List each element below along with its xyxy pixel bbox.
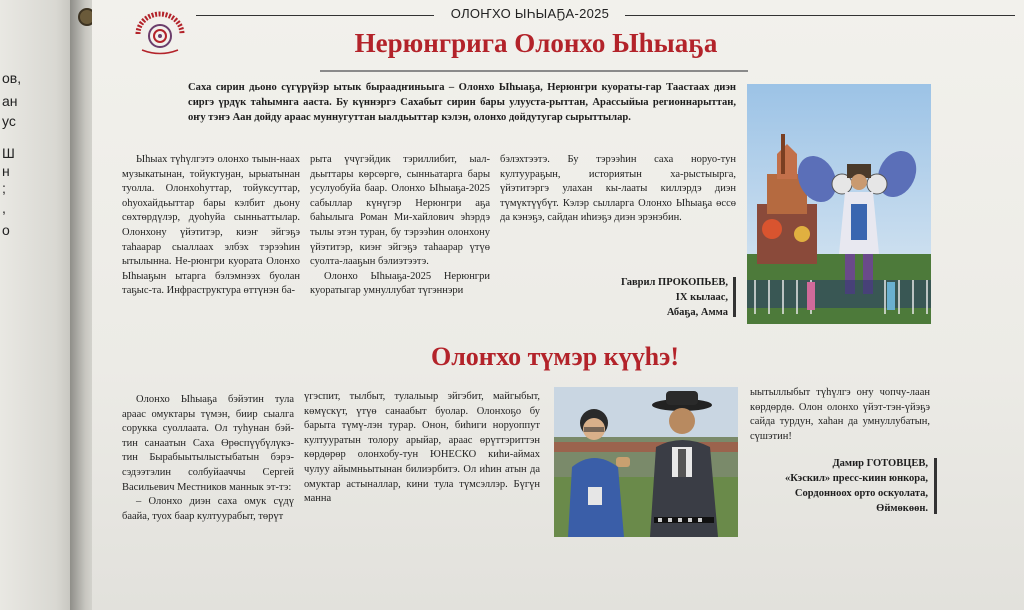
prev-fragment: н	[2, 163, 10, 179]
paragraph: Олонхо Ыһыаҕа-2025 Нерюнгри куоратыгар умнуллубат түгэннэри	[310, 270, 490, 297]
prev-fragment: ;	[2, 180, 6, 196]
signature-bar	[934, 458, 937, 514]
article1-signature	[532, 275, 728, 320]
prev-fragment: Ш	[2, 145, 15, 161]
paragraph: – Олонхо диэн саха омук сүдү баайа, туох баар култуурабыт, төрүт	[122, 496, 294, 522]
paragraph: үгэспит, тылбыт, тулалыыр эйгэбит, майгыбыт, көмүскүт, үтүө санаабыт буолар. Олонхоҕо бу барыта түмү-лэн турар. Онон, биһиги норуоппут култууратын толору арыйар, араас өрүттэриттэн көрдөрөр олонхобу-тун ЮНЕСКО киһи-аймах чулуу айымньытынан билиэрбитэ. Ол иһин атын да омуктар астыналлар, кини тула түмсэллэр. Бүгүн манна	[304, 391, 540, 505]
previous-page-edge	[0, 0, 80, 610]
header-rule	[625, 15, 1015, 16]
author-school: Сордонноох орто оскуолата,	[794, 488, 928, 499]
author-name: Дамир ГОТОВЦЕВ,	[832, 458, 928, 469]
paragraph: Ыһыах түһүлгэтэ олонхо тыын-наах музыкатынан, тойуктуӈан, ырыатынан туолла. Олонхоһуттар, тойуксуттар, оһуохайдьыттар бары кэлбит дьону сөхтөрдүлэр, дуоһуйа сынньаттылар. Олонхону үйэтитэр, киэҥ эйгэҕэ таһаарар сыаллаах элбэх тэрээһин ытылынна. Не-рюнгри куората Олонхо Ыһыаҕын ытарга бэлэмнээх буолан таҕыс-та. Инфраструктура өттүнэн ба-	[122, 154, 300, 297]
article2-column-3	[750, 386, 930, 444]
paragraph: бэлэхтээтэ. Бу тэрээһин саха норуо-тун култуураҕын, историятын ха-рыстыырга, үйэтитэргэ улахан кы-лааты киллэрдэ диэн түмүктүүбүт. Кэлэр сылларга Олонхо Ыһыаҕа өссө да кэнэҕэ, сайдан иһиэҕэ диэн эрэнэбин.	[500, 154, 736, 224]
article1-column-2	[310, 153, 490, 299]
author-role: «Кэскил» пресс-киин юнкора,	[784, 473, 928, 484]
prev-fragment: ан	[2, 93, 18, 109]
article2-headline: Олоҥхо түмэр күүһэ!	[431, 342, 679, 371]
headline-underline	[320, 70, 748, 72]
article2-signature	[732, 456, 928, 516]
paragraph: рыта үчүгэйдик тэриллибит, ыал-дьыттары көрсөргө, сынньатарга бары усулуобуйа баар. Олонхо Ыһыаҕа-2025 сабыллар күнүгэр Нерюнгри аҕа баһылыга Роман Ми-хайлович эһэрдэ тылы этэн туран, бу тэрээһин олонхону үйэтитэр, киэҥ эйгэҕэ таһаарар үтүө суолта-лааҕын бэлиэтээтэ.	[310, 154, 490, 268]
olonkho-logo-icon	[130, 10, 190, 60]
paragraph: ыытыллыбыт түһүлгэ оҥу чопчу-лаан көрдөрдө. Олон олонхо үйэт-тэн-үйэҕэ сайда турдун, хаһан да умнуллубатын, сүшэтин!	[750, 387, 930, 442]
author-name: Гаврил ПРОКОПЬЕВ,	[620, 277, 728, 288]
article1-headline: Нерюнгрига Олонхо Ыһыаҕа	[354, 28, 718, 58]
prev-fragment: о	[2, 222, 10, 238]
article2-column-1	[122, 393, 294, 524]
olonkho-performer-photo	[747, 84, 931, 324]
paragraph: Олонхо Ыһыаҕа бэйэтин тула араас омуктары түмэн, биир сыалга сорукка суоллаата. Ол туһунан бэй-тин санаатын Саха Өрөспүүбүлүкэ-тин Бырабыытылыстыбатын бэрэ-сэдээтэлин солбуйааччы Сергей Васильевич Местников маннык эт-тэ:	[122, 394, 294, 493]
article1-column-1	[122, 153, 300, 299]
article1-column-3	[500, 153, 736, 226]
article1-lead: Саха сирин дьоно сүгүрүйэр ытык быраадҥиньыга – Олонхо Ыһыаҕа, Нерюнгри куораты-гар Таастаах диэн сиргэ үрдүк таһымнга ааста. Бу күннэргэ Сахабыт сирин бары улууста-рыттан, Арассыйыа регионнарыттан, оҥу тэҥэ Аан дойду араас муннугуттан ыалдьыттар кэлэн, олонхо дойдутугар сырыттылар.	[188, 82, 736, 123]
signature-bar	[733, 277, 736, 317]
newspaper-page	[92, 0, 1024, 610]
interview-photo	[554, 387, 738, 537]
prev-fragment: ,	[2, 200, 6, 216]
author-place: Абаҕа, Амма	[666, 307, 728, 318]
section-header: ОЛОҤХО ЫҺЫАҔА-2025	[450, 6, 610, 21]
author-class: IX кылаас,	[675, 292, 728, 303]
header-rule	[196, 15, 434, 16]
article2-column-2	[304, 390, 540, 507]
prev-fragment: ус	[2, 113, 16, 129]
prev-fragment: ов,	[2, 70, 22, 86]
author-place: Өймөкөөн.	[876, 503, 928, 514]
